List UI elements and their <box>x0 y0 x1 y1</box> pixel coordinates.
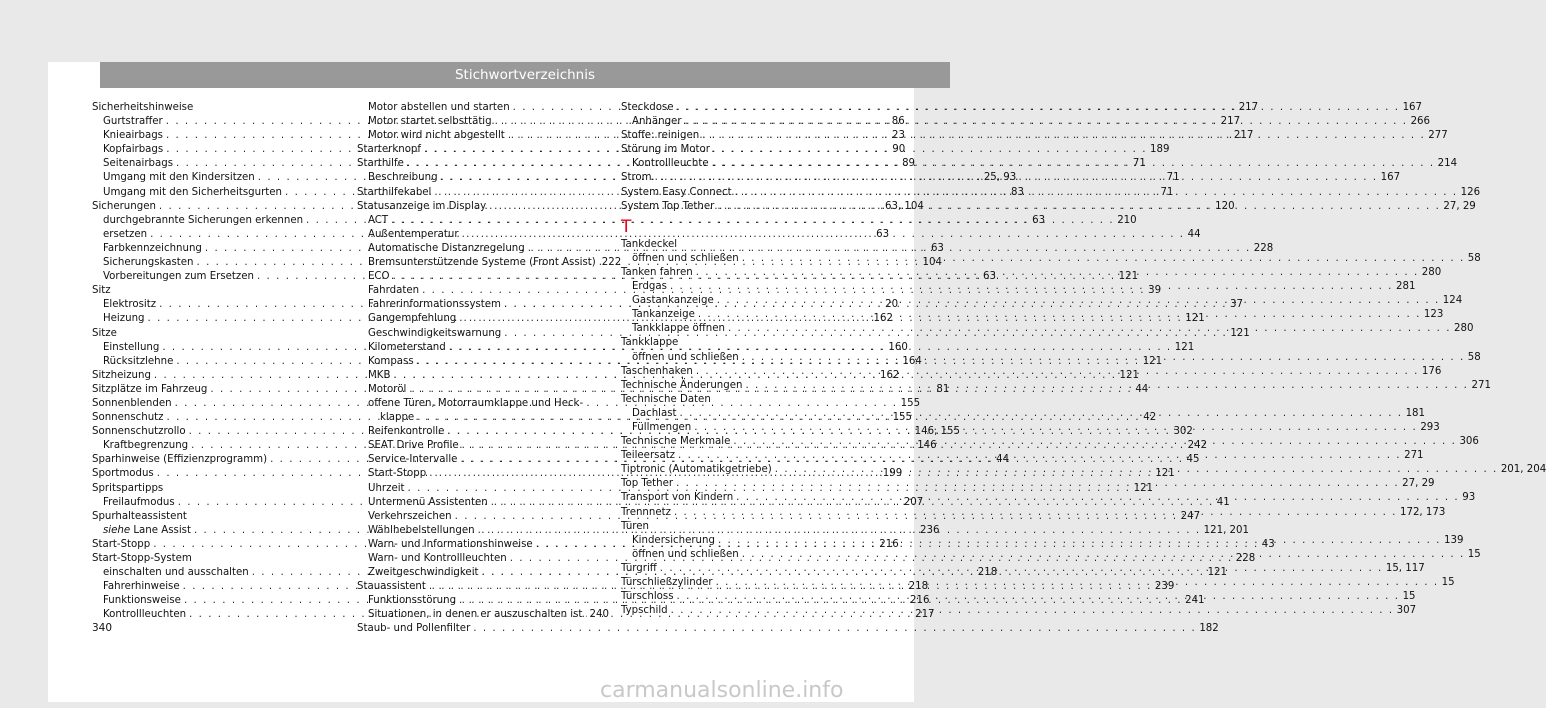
index-entry-label: Sportmodus <box>92 468 154 480</box>
index-entry-page: 63 <box>983 271 996 283</box>
index-entry-label: Knieairbags <box>103 130 163 142</box>
index-entry-label: Motor abstellen und starten <box>368 102 510 113</box>
index-entry-page: 37 <box>1230 299 1243 311</box>
index-entry-label: Automatische Distanzregelung <box>368 242 525 254</box>
dot-leader <box>728 322 1451 336</box>
index-entry-label: Türschließzylinder <box>621 577 713 588</box>
index-entry-page: 280 <box>1421 266 1442 278</box>
index-entry-page: 167 <box>1380 172 1401 184</box>
index-entry-label: Situationen, in denen er auszuschalten ist <box>368 609 583 621</box>
index-entry-page: 124 <box>1442 295 1463 307</box>
index-entry-page: 63 <box>1032 214 1046 226</box>
index-entry-label: Bremsunterstützende Systeme (Front Assist) <box>368 257 596 269</box>
dot-leader <box>685 115 1408 129</box>
index-entry-label: Funktionsweise <box>103 595 181 607</box>
index-entry-label: Sicherheitshinweise <box>92 102 194 113</box>
index-entry-label: Service-Intervalle <box>368 454 458 466</box>
index-entry-label: Teileersatz <box>621 450 676 462</box>
dot-leader <box>696 266 1419 280</box>
index-entry-label: Sonnenblenden <box>92 397 172 409</box>
index-entry-label: Tiptronic (Automatikgetriebe) <box>621 464 772 476</box>
dot-leader <box>660 562 1383 576</box>
index-entry-page: 216 <box>879 538 899 550</box>
index-entry-label: Fahrerinformationssystem <box>368 299 501 311</box>
index-entry-page: 15 <box>1467 548 1481 560</box>
index-entry-page: 25, 93 <box>983 172 1017 184</box>
index-entry-page: 121 <box>1118 271 1139 283</box>
index-entry-page: 155 <box>892 412 913 424</box>
index-entry-label: SEAT Drive Profile <box>368 440 459 452</box>
index-entry-page: 214 <box>1437 158 1458 170</box>
index-entry-label: Tankanzeige <box>632 309 695 321</box>
index-entry-page: 27, 29 <box>1402 478 1435 490</box>
index-entry-page: 217 <box>1233 130 1254 142</box>
index-entry-page: 239 <box>1154 581 1175 593</box>
index-entry-page: 121 <box>1174 341 1195 353</box>
index-entry <box>621 238 861 252</box>
index-entry <box>621 393 861 407</box>
index-entry-label: Funktionsstörung <box>368 595 457 607</box>
index-entry-label: Start-Stopp <box>92 538 151 550</box>
index-entry-label: System Top Tether <box>621 200 715 212</box>
index-entry-label: Technische Änderungen <box>621 379 743 391</box>
index-entry-label: Warn- und Informationshinweise <box>368 538 533 550</box>
index-section-letter: T <box>621 216 632 237</box>
index-entry-page: 121, 201 <box>1203 524 1249 536</box>
index-entry-page: 176 <box>1421 365 1442 377</box>
dot-leader <box>674 506 1397 520</box>
index-entry-label: öffnen und schließen <box>632 548 739 560</box>
index-entry-page: 162 <box>873 313 893 325</box>
index-entry-label: Start-Stopp <box>368 468 427 480</box>
index-entry-label: Seitenairbags <box>103 158 174 170</box>
index-entry-label: Motor startet selbsttätig <box>368 116 492 128</box>
index-entry-label: öffnen und schließen <box>632 252 739 264</box>
index-entry-page: 41 <box>1216 496 1230 508</box>
index-entry <box>92 101 344 115</box>
index-entry-label: ECO <box>368 271 390 283</box>
index-entry-label: Transport von Kindern <box>621 492 734 504</box>
index-entry-label: Uhrzeit <box>368 482 405 494</box>
index-entry-label: Start-Stopp-System <box>92 553 192 564</box>
index-entry-page: 266 <box>1410 116 1431 128</box>
index-entry-page: 120 <box>1215 200 1235 212</box>
index-entry-label: Tanken fahren <box>621 266 693 278</box>
index-entry-page: 89 <box>902 158 916 170</box>
index-entry-page: 43 <box>1261 538 1275 550</box>
index-entry-page: 71 <box>1166 172 1180 184</box>
index-entry-label: Kindersicherung <box>632 534 715 546</box>
index-entry-label: Verkehrszeichen <box>368 510 452 522</box>
index-entry-label: Gangempfehlung <box>368 313 457 325</box>
index-entry-see-reference: siehe <box>103 524 131 536</box>
index-entry-label: Umgang mit den Sicherheitsgurten <box>103 186 282 198</box>
index-entry-label: Farbkennzeichnung <box>103 242 202 254</box>
index-entry-label: einschalten und ausschalten <box>103 567 249 579</box>
index-entry-page: 281 <box>1395 281 1416 293</box>
dot-leader <box>473 622 1196 636</box>
index-entry-page: 63 <box>930 242 944 254</box>
index-entry <box>92 482 344 496</box>
index-entry-label: Dachlast <box>632 407 677 419</box>
dot-leader <box>745 379 1468 393</box>
dot-leader <box>775 463 1498 477</box>
index-entry-label: Rücksitzlehne <box>103 355 174 367</box>
index-entry-page: 160 <box>888 341 908 353</box>
dot-leader <box>694 421 1417 435</box>
index-entry-label: Technische Daten <box>621 393 711 405</box>
index-entry-page: 240 <box>589 609 609 621</box>
index-entry-page: 121 <box>1119 369 1139 381</box>
index-entry-page: 39 <box>1148 285 1162 297</box>
page-number: 340 <box>92 622 113 634</box>
index-entry-label: Beschreibung <box>368 172 438 184</box>
index-entry-page: 20 <box>885 299 899 311</box>
dot-leader <box>733 435 1456 449</box>
index-entry-label: Vorbereitungen zum Ersetzen <box>103 271 254 283</box>
dot-leader <box>671 604 1394 618</box>
index-entry-page: 121 <box>1230 327 1250 339</box>
index-entry-page: 247 <box>1180 510 1201 522</box>
index-entry-label: Motoröl <box>368 383 407 395</box>
index-entry-page: 280 <box>1454 323 1474 335</box>
index-entry-label: Tankklappe <box>621 337 679 349</box>
index-entry-label: Sitzplätze im Fahrzeug <box>92 383 208 395</box>
index-entry-page: 172, 173 <box>1399 506 1446 518</box>
index-entry-page: 42 <box>1143 412 1157 424</box>
index-entry-page: 121 <box>1155 468 1175 480</box>
dot-leader <box>680 407 1403 421</box>
index-entry-page: 306 <box>1459 436 1479 448</box>
dot-leader <box>702 129 1425 143</box>
index-entry-label: Taschenhaken <box>621 365 693 377</box>
index-entry-page: 63, 104 <box>884 200 924 212</box>
dot-leader <box>670 280 1393 294</box>
index-entry-label: Spurhalteassistent <box>92 510 187 522</box>
index-entry-page: 44 <box>1187 228 1201 240</box>
dot-leader <box>742 548 1465 562</box>
index-entry-page: 189 <box>1150 144 1170 156</box>
index-entry-page: 121 <box>1207 567 1228 579</box>
index-entry-page: 293 <box>1420 421 1440 433</box>
dot-leader <box>585 608 586 622</box>
dot-leader <box>736 491 1459 505</box>
index-entry-page: 44 <box>1135 383 1149 395</box>
index-entry-label: Freilaufmodus <box>103 496 175 508</box>
index-entry-label: Fahrerhinweise <box>103 581 180 593</box>
index-entry-page: 15, 117 <box>1385 562 1425 574</box>
index-entry-page: 271 <box>1471 379 1491 391</box>
index-entry-label: Staub- und Pollenfilter <box>357 623 471 635</box>
index-entry-page: 71 <box>1160 186 1174 198</box>
index-entry-page: 277 <box>1428 130 1448 142</box>
index-entry-label: durchgebrannte Sicherungen erkennen <box>103 214 304 226</box>
index-entry-label: Spritspartipps <box>92 482 164 494</box>
index-entry-label: offene Türen, Motorraumklappe und Heck- <box>368 397 584 409</box>
index-entry-page: 58 <box>1467 351 1481 363</box>
index-entry <box>357 622 1219 636</box>
index-entry-page: 121 <box>1142 355 1163 367</box>
index-entry-label <box>103 524 191 538</box>
index-entry-page: 242 <box>1187 440 1208 452</box>
index-entry-page: 271 <box>1404 450 1424 462</box>
index-entry-page: 218 <box>977 567 998 579</box>
index-entry-label: Technische Merkmale <box>621 436 731 448</box>
index-entry-label: Zweitgeschwindigkeit <box>368 567 479 579</box>
index-entry-label: Statusanzeige im Display <box>357 200 487 212</box>
index-entry-page: 228 <box>1253 242 1274 254</box>
index-entry <box>92 284 344 298</box>
index-entry-label: Trennnetz <box>621 506 671 518</box>
index-entry-page: 139 <box>1443 534 1464 546</box>
dot-leader <box>717 200 1440 214</box>
index-entry-page: 93 <box>1462 492 1476 504</box>
index-entry-label: Motor wird nicht abgestellt <box>368 130 505 142</box>
dot-leader <box>676 477 1399 491</box>
index-entry-page: 155 <box>900 397 921 409</box>
index-entry-page: 23 <box>892 130 905 142</box>
index-entry-page: 15 <box>1402 591 1416 603</box>
index-entry <box>92 510 344 524</box>
index-entry-page: 83 <box>1011 186 1025 198</box>
index-entry-page: 121 <box>1185 313 1205 325</box>
dot-leader <box>716 576 1439 590</box>
dot-leader <box>742 351 1465 365</box>
index-entry-label: Erdgas <box>632 281 667 293</box>
index-entry-label: ersetzen <box>103 228 148 240</box>
index-entry-page: 218 <box>908 581 929 593</box>
index-entry-page: 182 <box>1199 623 1219 635</box>
index-entry-label: Kontrollleuchten <box>103 609 187 621</box>
index-entry-label: Stauassistent <box>357 581 426 593</box>
index-entry-label: Sitzheizung <box>92 369 151 381</box>
dot-leader <box>717 294 1440 308</box>
dot-leader <box>696 365 1419 379</box>
dot-leader <box>698 308 1421 322</box>
index-entry-page: 217 <box>915 609 935 621</box>
index-entry-label: Warn- und Kontrollleuchten <box>368 553 507 564</box>
index-entry-page: 86 <box>891 116 905 128</box>
index-entry-label: Top Tether <box>621 478 674 490</box>
index-entry-label: Untermenü Assistenten <box>368 496 488 508</box>
index-entry-label: MKB <box>368 369 391 381</box>
index-entry-label: Umgang mit den Kindersitzen <box>103 172 255 184</box>
index-entry <box>357 397 609 411</box>
index-entry-page: 236 <box>920 524 940 536</box>
dot-leader <box>677 101 1400 115</box>
index-entry-page: 217 <box>1238 102 1259 113</box>
index-entry-page: 146, 155 <box>914 426 961 438</box>
index-entry-label: Störung im Motor <box>621 144 710 156</box>
index-entry-page: 228 <box>1235 553 1256 564</box>
index-entry-label: Sonnenschutzrollo <box>92 426 186 438</box>
index-entry-label-text: Lane Assist <box>130 524 191 536</box>
index-entry-label: Einstellung <box>103 341 160 353</box>
index-entry <box>621 143 861 157</box>
index-entry-label: Sicherungen <box>92 200 156 212</box>
index-entry-page: 121 <box>1133 482 1154 494</box>
index-entry-page: 126 <box>1460 186 1481 198</box>
index-entry-page: 63 <box>876 228 890 240</box>
index-entry-page: 167 <box>1402 102 1423 113</box>
dot-leader <box>655 171 1378 185</box>
index-entry-label: Kraftbegrenzung <box>103 440 189 452</box>
index-entry-label: Füllmengen <box>632 421 692 433</box>
dot-leader <box>677 590 1400 604</box>
index-entry-label: System Easy Connect <box>621 186 732 198</box>
index-entry-label: Kopfairbags <box>103 144 164 156</box>
index-entry-label: Anhänger <box>632 116 682 128</box>
index-entry-label: Geschwindigkeitswarnung <box>368 327 502 339</box>
index-entry-page: 216 <box>910 595 930 607</box>
index-entry-label: Starterknopf <box>357 144 421 156</box>
index-entry-label: Türen <box>621 520 649 532</box>
index-entry <box>92 552 344 566</box>
index-entry-label: ACT <box>368 214 389 226</box>
index-entry-label: Tankklappe öffnen <box>632 323 725 335</box>
index-entry-page: 241 <box>1185 595 1205 607</box>
index-entry-label: Starthilfe <box>357 158 404 170</box>
index-entry-page: 71 <box>1132 158 1146 170</box>
index-entry-page: 222 <box>601 257 622 269</box>
index-entry-label: Stoffe: reinigen <box>621 130 700 142</box>
index-entry-page: 201, 204 <box>1500 464 1546 476</box>
index-entry-label: Sitz <box>92 285 111 297</box>
page-header: Stichwortverzeichnis <box>100 62 950 88</box>
index-entry-page: 207 <box>903 496 924 508</box>
index-entry-label: Türgriff <box>621 562 657 574</box>
index-entry-page: 45 <box>1186 454 1200 466</box>
index-entry-label: Gastankanzeige <box>632 295 714 307</box>
index-entry-page: 15 <box>1441 577 1455 588</box>
index-entry-page: 162 <box>879 369 900 381</box>
index-entry-label: öffnen und schließen <box>632 351 739 363</box>
dot-leader <box>678 449 1401 463</box>
index-entry-label: Gurtstraffer <box>103 116 163 128</box>
index-entry-page: 123 <box>1423 309 1444 321</box>
dot-leader <box>742 252 1465 266</box>
index-entry-page: 44 <box>996 454 1010 466</box>
index-entry-page: 210 <box>1117 214 1137 226</box>
index-entry-label: klappe <box>380 412 415 424</box>
index-entry-label: Türschloss <box>621 591 674 603</box>
index-entry-label: Sitze <box>92 327 117 339</box>
index-entry-label: Wählhebelstellungen <box>368 524 475 536</box>
index-entry-label: Reifenkontrolle <box>368 426 445 438</box>
index-entry-label: Elektrositz <box>103 299 157 311</box>
dot-leader <box>718 534 1441 548</box>
index-entry-label: Sonnenschutz <box>92 412 164 424</box>
index-entry-label: Fahrdaten <box>368 285 420 297</box>
index-entry-page: 58 <box>1467 252 1481 264</box>
index-entry-page: 27, 29 <box>1443 200 1476 212</box>
index-entry-page: 199 <box>882 468 903 480</box>
index-entry-page: 217 <box>1220 116 1241 128</box>
index-entry-page: 90 <box>892 144 906 156</box>
watermark-text: carmanualsonline.info <box>600 678 844 703</box>
index-entry-label: Kilometerstand <box>368 341 446 353</box>
index-entry-label: Steckdose <box>621 102 674 113</box>
dot-leader <box>712 157 1435 171</box>
index-entry <box>357 608 609 622</box>
dot-leader <box>735 186 1458 200</box>
index-entry-label: Heizung <box>103 313 145 325</box>
index-entry-page: 104 <box>922 257 942 269</box>
index-entry-label: Kontrollleuchte <box>632 158 709 170</box>
index-entry-label: Typschild <box>621 605 668 617</box>
index-entry-label: Sparhinweise (Effizienzprogramm) <box>92 454 268 466</box>
index-entry-page: 307 <box>1396 605 1417 617</box>
index-entry-page: 81 <box>936 383 950 395</box>
index-entry-label: Außentemperatur <box>368 228 459 240</box>
index-entry <box>92 327 344 341</box>
index-entry-label: Kompass <box>368 355 414 367</box>
index-entry-label: Strom <box>621 172 652 184</box>
index-entry-page: 164 <box>902 355 922 367</box>
index-entry-page: 146 <box>917 440 937 452</box>
index-entry-page: 181 <box>1405 407 1426 419</box>
index-entry-label: Tankdeckel <box>621 238 678 250</box>
index-entry <box>621 336 861 350</box>
index-entry <box>621 520 861 534</box>
index-entry-label: Starthilfekabel <box>357 186 432 198</box>
index-entry-page: 302 <box>1173 426 1193 438</box>
index-entry <box>357 256 622 270</box>
index-entry-label: Sicherungskasten <box>103 257 194 269</box>
